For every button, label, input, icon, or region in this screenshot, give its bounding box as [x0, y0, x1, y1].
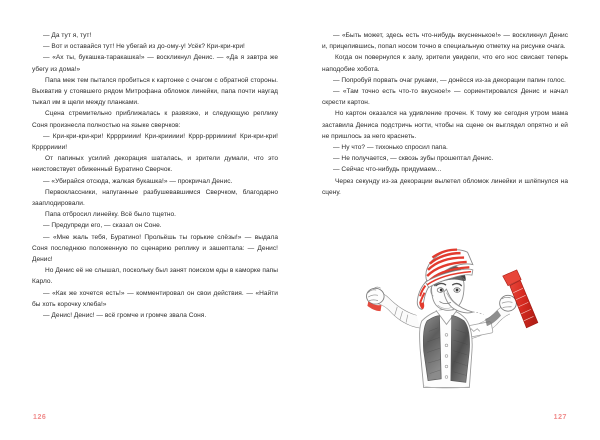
- paragraph: От папиных усилий декорация шаталась, и зрители думали, что это неистовствует обиженный Буратино Сверчок.: [32, 155, 280, 174]
- paragraph: — «Как же хочется есть!» — комментировал он свои действия. — «Найти бы хоть корочку хлеба!»: [32, 289, 280, 308]
- paragraph: — Кри-кри-кри-кри! Кррррииии! Кри-криииии! Кррр-ррриииии! Кри-кри-кри! Кррррииии!: [32, 132, 280, 152]
- page-number-left: 126: [33, 414, 47, 421]
- figure-group: [367, 250, 538, 389]
- paragraph: — «Быть может, здесь есть что-нибудь вкусненькое!» — воскликнул Денис и, прицелившись, попал носом точно в специальную отметку на рисунке очага.: [322, 32, 570, 51]
- paragraph: — Ну что? — тихонько спросил папа.: [333, 144, 448, 152]
- paragraph: Когда он повернулся к залу, зрители увидели, что его нос свисает теперь наподобие хобота.: [322, 54, 570, 73]
- page-right: [300, 0, 600, 440]
- right-page-text: [322, 30, 568, 198]
- illustration-svg: [360, 247, 540, 392]
- left-arm: [367, 287, 421, 328]
- paragraph: — Предупреди его, — сказал он Соне.: [43, 222, 162, 230]
- left-page-text: [32, 30, 278, 321]
- paragraph: Через секунду из-за декорации вылетел обломок линейки и шлёпнулся на сцену.: [322, 177, 570, 196]
- right-fist: [500, 295, 517, 311]
- paragraph: — Денис! Денис! — всё громче и громче звала Соня.: [43, 312, 207, 320]
- paragraph: — Попробуй порвать очаг руками, — донёсся из-за декорации папин голос.: [333, 76, 566, 84]
- paragraph: Сцена стремительно приближалась к развязке, и следующую реплику Соня произнесла полностью на языке сверчков:: [32, 110, 280, 129]
- illustration-boy-buratino: [360, 247, 540, 392]
- paragraph: Но картон оказался на удивление прочен. К тому же сегодня утром мама заставила Дениса подстричь ногти, чтобы на сцене он выглядел опрятно и ей не пришлось за него краснеть.: [322, 110, 570, 140]
- paragraph: Но Денис её не слышал, поскольку был занят поиском еды в каморке папы Карло.: [32, 267, 280, 286]
- paragraph: — «Мне жаль тебя, Буратино! Прольёшь ты горькие слёзы!» — выдала Соня последнюю положенную по сценарию реплику и зашептала: — Денис! Денис!: [32, 233, 280, 264]
- paragraph: — Не получается, — сквозь зубы прошептал Денис.: [333, 155, 494, 163]
- paragraph: Первоклассники, напуганные разбушевавшимся Сверчком, благодарно зааплодировали.: [32, 188, 280, 208]
- paragraph: Папа меж тем пытался пробиться к картонке с очагом с обратной стороны. Выхватив у стоявшего рядом Митрофана обломок линейки, папа почти наугад тыкал им в щели между планками.: [32, 76, 280, 107]
- paragraph: — Вот и оставайся тут! Не убегай из до-ому-у! Усёк? Кри-кри-кри!: [43, 43, 245, 51]
- paragraph: Папа отбросил линейку. Всё было тщетно.: [45, 211, 177, 219]
- paragraph: — Сейчас что-нибудь придумаем...: [333, 166, 442, 174]
- paragraph: — «Убирайся отсюда, жалкая букашка!» — прокричал Денис.: [43, 177, 233, 185]
- paragraph: — Да тут я, тут!: [43, 32, 92, 39]
- left-fist: [367, 287, 385, 304]
- page-number-right: 127: [553, 414, 567, 421]
- paragraph: — «Там точно есть что-то вкусное!» — сориентировался Денис и начал скрести картон.: [322, 88, 570, 107]
- paragraph: — «Ах ты, букашка-таракашка!» — воскликнул Денис. — «Да я завтра же убегу из дома!»: [32, 54, 280, 73]
